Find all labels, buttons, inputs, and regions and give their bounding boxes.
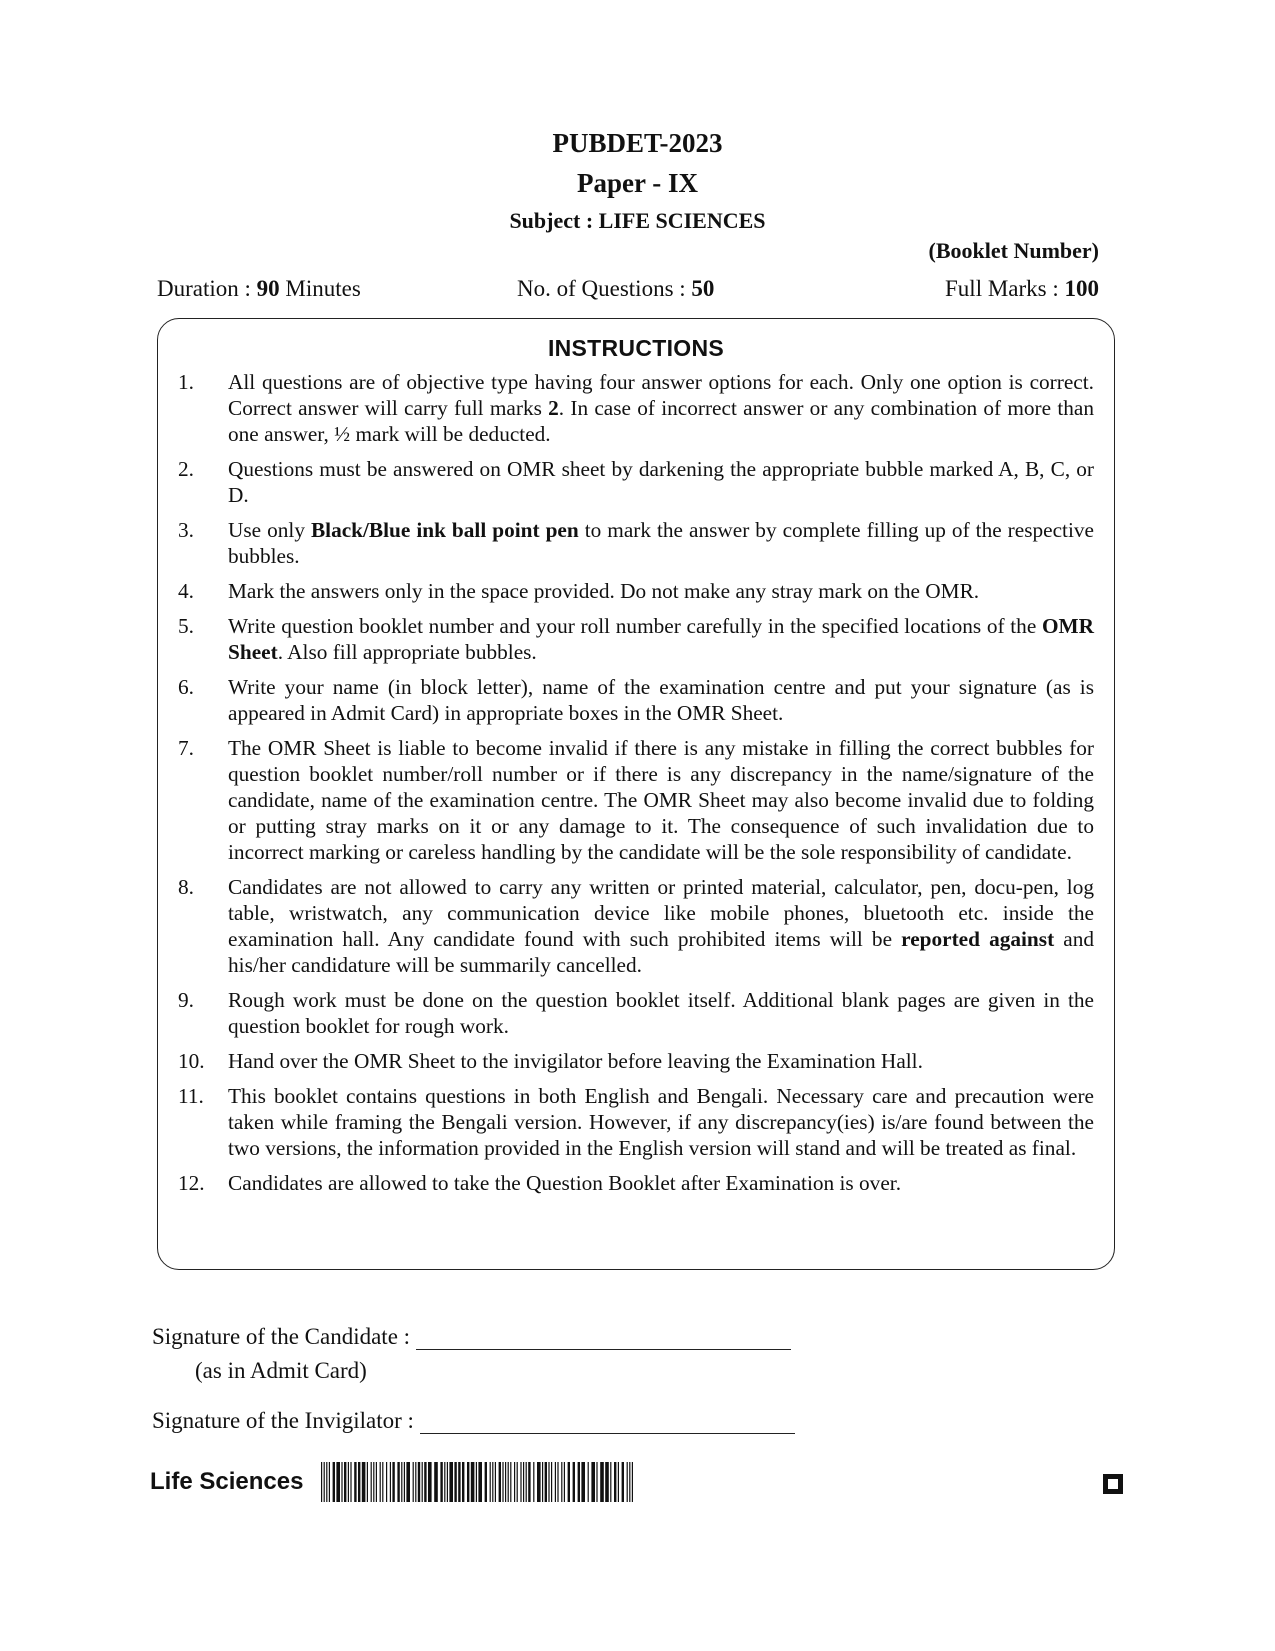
barcode-bar: [392, 1462, 394, 1502]
instruction-item: [158, 1048, 1114, 1074]
barcode-bar: [336, 1462, 340, 1502]
barcode-bar: [321, 1462, 322, 1502]
barcode-bar: [454, 1462, 456, 1502]
barcode-bar: [476, 1462, 477, 1502]
instruction-item: [158, 578, 1114, 604]
barcode-bar: [333, 1462, 335, 1502]
instruction-number: 12.: [178, 1171, 205, 1195]
barcode-bar: [434, 1462, 438, 1502]
barcode-bar: [462, 1462, 464, 1502]
questions-value: 50: [691, 276, 715, 301]
barcode-bar: [428, 1462, 432, 1502]
barcode-bar: [520, 1462, 521, 1502]
instruction-number: 5.: [178, 614, 194, 638]
barcode-bar: [561, 1462, 562, 1502]
barcode-bar: [348, 1462, 349, 1502]
barcode-bar: [424, 1462, 426, 1502]
admit-card-note: (as in Admit Card): [195, 1358, 367, 1383]
instruction-number: 1.: [178, 370, 194, 394]
instructions-list: [158, 369, 1114, 1205]
instruction-item: [158, 517, 1114, 569]
instruction-text: Rough work must be done on the question booklet itself. Additional blank pages are given in the question booklet for rough work.: [228, 988, 1094, 1038]
instruction-number: 2.: [178, 457, 194, 481]
barcode-bar: [557, 1462, 558, 1502]
questions-label: No. of Questions :: [517, 276, 692, 301]
instruction-item: [158, 1170, 1114, 1196]
barcode-bar: [326, 1462, 327, 1502]
instruction-text: Write your name (in block letter), name of the examination centre and put your signature (as is appeared in Admit Card) in appropriate boxes in the OMR Sheet.: [228, 675, 1094, 725]
instruction-text: The OMR Sheet is liable to become invalid if there is any mistake in filling the correct bubbles for question booklet number/roll number or if there is any discrepancy in the name/signature of the candidate, name of the examination centre. The OMR Sheet may also become invalid due to folding or putting stray marks on it or any damage to it. The consequence of such invalidation due to incorrect marking or careless handling by the candidate will be the sole responsibility of candidate.: [228, 736, 1094, 864]
barcode-bar: [528, 1462, 530, 1502]
barcode-bar: [622, 1462, 624, 1502]
barcode-bar: [362, 1462, 366, 1502]
barcode-bar: [447, 1462, 448, 1502]
barcode-bar: [629, 1462, 630, 1502]
barcode-bar: [382, 1462, 383, 1502]
barcode-bar: [478, 1462, 482, 1502]
barcode-bar: [390, 1462, 391, 1502]
barcode-bar: [551, 1462, 552, 1502]
barcode-bar: [545, 1462, 547, 1502]
barcode-bar: [422, 1462, 423, 1502]
barcode-bar: [386, 1462, 387, 1502]
barcode-bar: [600, 1462, 604, 1502]
barcode-bar: [523, 1462, 524, 1502]
barcode-bar: [514, 1462, 515, 1502]
exam-title: PUBDET-2023: [552, 128, 723, 158]
barcode-bar: [526, 1462, 527, 1502]
barcode-bar: [324, 1462, 325, 1502]
duration: [157, 276, 361, 302]
barcode-bar: [502, 1462, 503, 1502]
question-count: [517, 276, 714, 302]
barcode-bar: [614, 1462, 616, 1502]
barcode-bar: [499, 1462, 501, 1502]
full-marks: [945, 276, 1099, 302]
duration-label: Duration :: [157, 276, 257, 301]
barcode-bar: [371, 1462, 372, 1502]
barcode-bar: [341, 1462, 342, 1502]
instruction-number: 3.: [178, 518, 194, 542]
barcode-bar: [517, 1462, 518, 1502]
barcode-bar: [573, 1462, 575, 1502]
barcode-bar: [605, 1462, 609, 1502]
barcode-bar: [413, 1462, 414, 1502]
barcode-bar: [533, 1462, 534, 1502]
barcode-bar: [373, 1462, 374, 1502]
instruction-text: This booklet contains questions in both English and Bengali. Necessary care and precaution were taken while framing the Bengali version. However, if any discrepancy(ies) is/are found between the two versions, the information provided in the English version will stand and will be treated as final.: [228, 1084, 1094, 1160]
barcode-bar: [329, 1462, 330, 1502]
booklet-number-label: (Booklet Number): [928, 238, 1099, 263]
instruction-text: Hand over the OMR Sheet to the invigilator before leaving the Examination Hall.: [228, 1049, 923, 1073]
instructions-box: [157, 318, 1115, 1270]
candidate-signature-label: Signature of the Candidate :: [152, 1324, 411, 1349]
instruction-number: 7.: [178, 736, 194, 760]
instruction-text: All questions are of objective type having four answer options for each. Only one option is correct. Correct answer will carry full marks 2. In case of incorrect answer or any combination of more than one answer, ½ mark will be deducted.: [228, 370, 1095, 446]
barcode-bar: [367, 1462, 368, 1502]
barcode-image: [321, 1462, 637, 1502]
barcode-bar: [471, 1462, 475, 1502]
barcode-bar: [350, 1462, 351, 1502]
barcode-bar: [578, 1462, 580, 1502]
barcode-bar: [449, 1462, 453, 1502]
corner-registration-mark: [1103, 1474, 1123, 1494]
duration-unit: Minutes: [279, 276, 361, 301]
instruction-text: Write question booklet number and your roll number carefully in the specified locations of the OMR Sheet. Also fill appropriate bubbles.: [228, 614, 1094, 664]
barcode-bar: [495, 1462, 496, 1502]
invigilator-signature-label: Signature of the Invigilator :: [152, 1408, 414, 1433]
barcode-bar: [376, 1462, 377, 1502]
barcode-bar: [610, 1462, 611, 1502]
instruction-text: Questions must be answered on OMR sheet by darkening the appropriate bubble marked A, B, C, or D.: [228, 457, 1094, 507]
barcode-bar: [508, 1462, 509, 1502]
barcode-bar: [358, 1462, 360, 1502]
barcode-bar: [591, 1462, 595, 1502]
barcode-bar: [505, 1462, 506, 1502]
barcode-bar: [596, 1462, 597, 1502]
instruction-text: Candidates are not allowed to carry any written or printed material, calculator, pen, docu-pen, log table, wristwatch, any communication device like mobile phones, bluetooth etc. inside the examination hall. Any candidate found with such prohibited items will be reported against and his/her candidature will be summarily cancelled.: [228, 875, 1095, 977]
marks-value: 100: [1064, 276, 1099, 301]
instruction-text: Mark the answers only in the space provided. Do not make any stray mark on the OMR.: [228, 579, 980, 603]
barcode-bar: [354, 1462, 356, 1502]
instruction-number: 11.: [178, 1084, 204, 1108]
instruction-item: [158, 369, 1114, 447]
instruction-item: [158, 1083, 1114, 1161]
barcode-bar: [418, 1462, 420, 1502]
instruction-text: Candidates are allowed to take the Question Booklet after Examination is over.: [228, 1171, 902, 1195]
barcode-bar: [458, 1462, 460, 1502]
instructions-heading: INSTRUCTIONS: [547, 335, 725, 361]
candidate-signature-line: [416, 1327, 791, 1350]
barcode-bar: [588, 1462, 589, 1502]
barcode-bar: [542, 1462, 543, 1502]
barcode-bar: [440, 1462, 442, 1502]
barcode-bar: [406, 1462, 410, 1502]
footer-subject-label: Life Sciences: [150, 1468, 304, 1495]
barcode-bar: [537, 1462, 541, 1502]
paper-number: Paper - IX: [577, 168, 698, 198]
invigilator-signature-row: [152, 1408, 795, 1434]
instruction-item: [158, 735, 1114, 865]
subject-title: Subject : LIFE SCIENCES: [509, 208, 766, 233]
barcode-bar: [564, 1462, 565, 1502]
instruction-item: [158, 674, 1114, 726]
instruction-item: [158, 874, 1114, 978]
barcode-bar: [627, 1462, 628, 1502]
instruction-number: 4.: [178, 579, 194, 603]
barcode-bar: [401, 1462, 402, 1502]
instruction-item: [158, 456, 1114, 508]
barcode-bar: [618, 1462, 619, 1502]
instruction-number: 6.: [178, 675, 194, 699]
barcode-bar: [555, 1462, 556, 1502]
barcode-bar: [397, 1462, 399, 1502]
instruction-item: [158, 613, 1114, 665]
barcode-bar: [444, 1462, 445, 1502]
marks-label: Full Marks :: [945, 276, 1065, 301]
instruction-number: 8.: [178, 875, 194, 899]
barcode-bar: [344, 1462, 346, 1502]
barcode-bar: [404, 1462, 405, 1502]
barcode-bar: [510, 1462, 511, 1502]
barcode-bar: [548, 1462, 549, 1502]
barcode-bar: [581, 1462, 585, 1502]
barcode-bar: [568, 1462, 570, 1502]
barcode-bar: [492, 1462, 493, 1502]
barcode-bar: [490, 1462, 491, 1502]
barcode-bar: [415, 1462, 416, 1502]
barcode-bar: [380, 1462, 381, 1502]
instruction-text: Use only Black/Blue ink ball point pen to mark the answer by complete filling up of the respective bubbles.: [228, 518, 1094, 568]
duration-value: 90: [256, 276, 280, 301]
candidate-signature-row: [152, 1324, 791, 1350]
instruction-item: [158, 987, 1114, 1039]
instruction-number: 9.: [178, 988, 194, 1012]
barcode-bar: [467, 1462, 469, 1502]
invigilator-signature-line: [420, 1411, 795, 1434]
barcode-bar: [485, 1462, 487, 1502]
barcode-bar: [632, 1462, 633, 1502]
instruction-number: 10.: [178, 1049, 205, 1073]
